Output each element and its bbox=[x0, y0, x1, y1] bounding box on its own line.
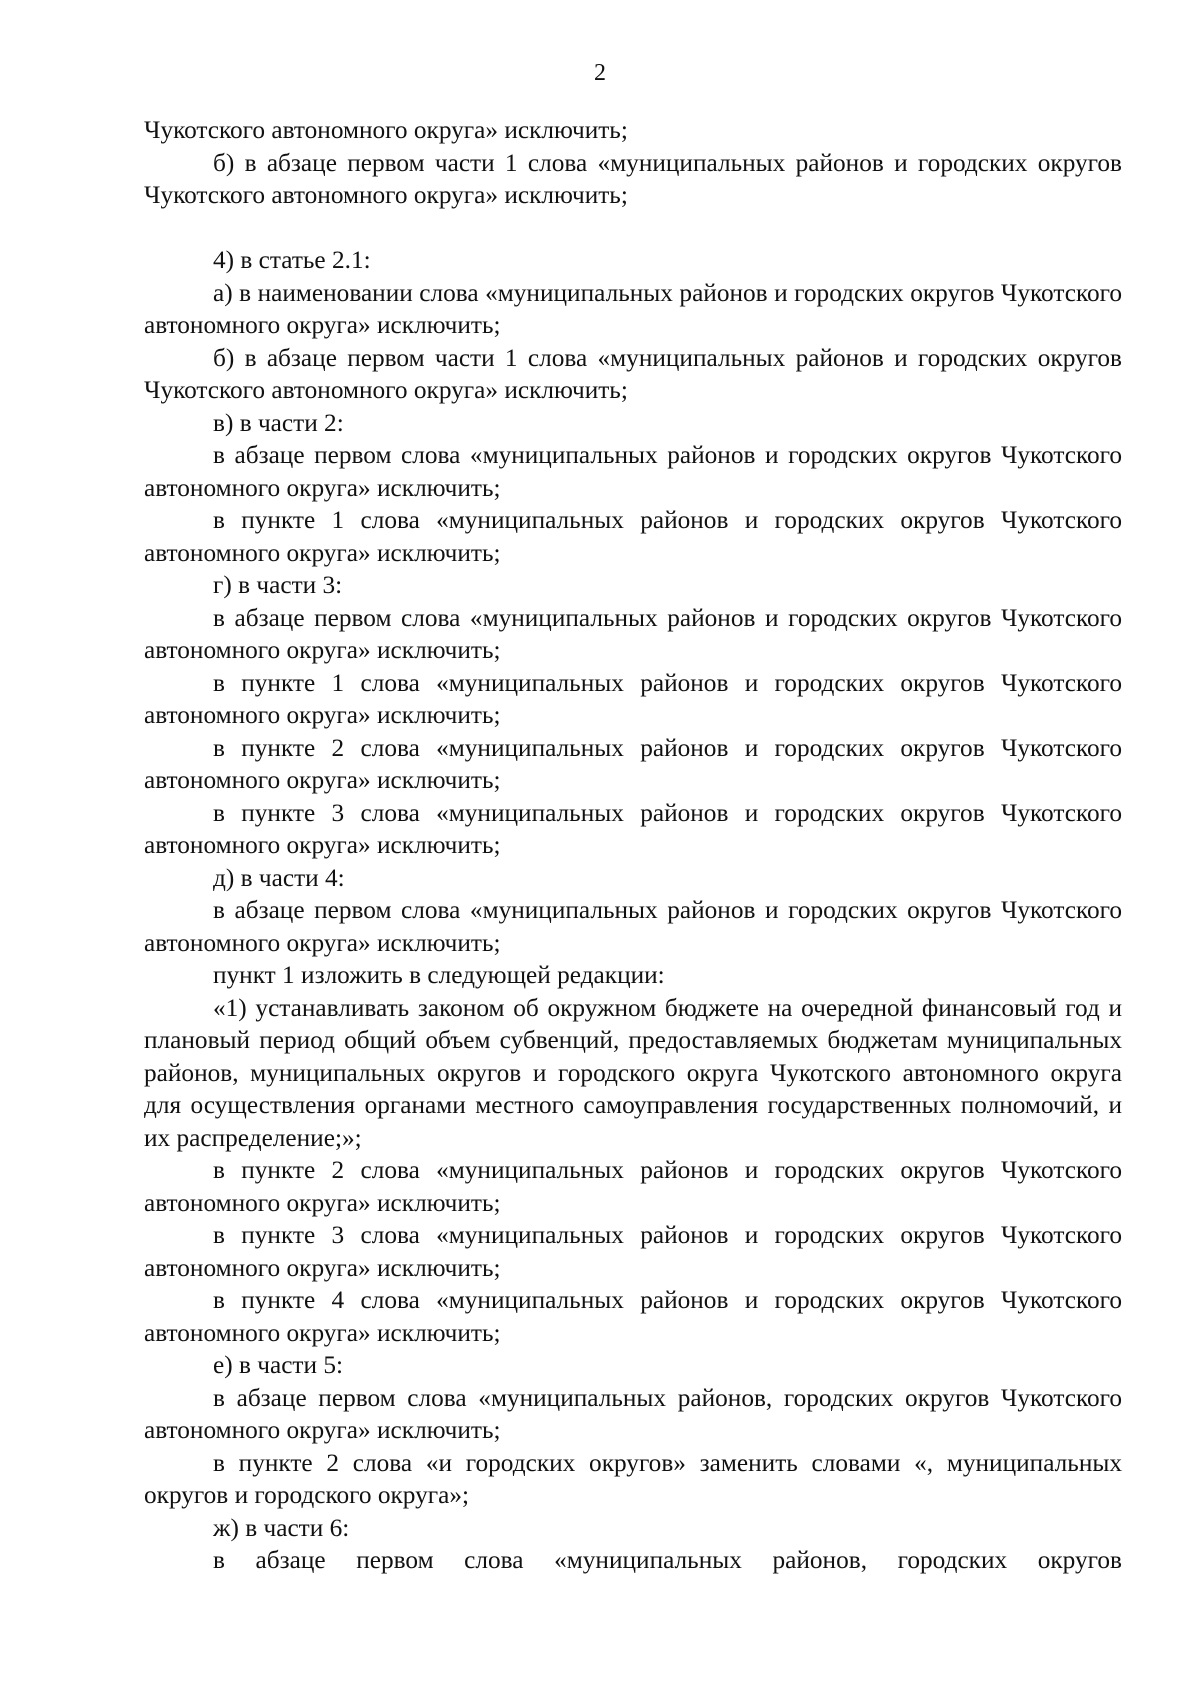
paragraph: д) в части 4: bbox=[213, 863, 345, 892]
paragraph: в пункте 2 слова «муниципальных районов и городских округов Чукотского автономного округа» исключить; bbox=[144, 733, 1122, 794]
paragraph: пункт 1 изложить в следующей редакции: bbox=[213, 961, 665, 989]
paragraph: в пункте 3 слова «муниципальных районов и городских округов Чукотского автономного округа» исключить; bbox=[144, 1221, 1122, 1282]
paragraph: 4) в статье 2.1: bbox=[213, 246, 371, 274]
paragraph: в пункте 3 слова «муниципальных районов и городских округов Чукотского автономного округа» исключить; bbox=[144, 798, 1122, 859]
document-body bbox=[144, 114, 1122, 1577]
paragraph: а) в наименовании слова «муниципальных районов и городских округов Чукотского автономного округа» исключить; bbox=[144, 278, 1122, 339]
paragraph: в) в части 2: bbox=[213, 408, 344, 437]
page-number: 2 bbox=[594, 60, 606, 86]
paragraph: б) в абзаце первом части 1 слова «муниципальных районов и городских округов Чукотского автономного округа» исключить; bbox=[144, 343, 1122, 404]
paragraph: в пункте 1 слова «муниципальных районов и городских округов Чукотского автономного округа» исключить; bbox=[144, 668, 1122, 729]
paragraph: в пункте 1 слова «муниципальных районов и городских округов Чукотского автономного округа» исключить; bbox=[144, 506, 1122, 567]
paragraph: в абзаце первом слова «муниципальных районов и городских округов Чукотского автономного округа» исключить; bbox=[144, 441, 1122, 502]
paragraph: ж) в части 6: bbox=[213, 1513, 350, 1542]
paragraph: в абзаце первом слова «муниципальных районов и городских округов Чукотского автономного округа» исключить; bbox=[144, 896, 1122, 957]
paragraph: в абзаце первом слова «муниципальных районов, городских округов bbox=[213, 1546, 1122, 1574]
paragraph: е) в части 5: bbox=[213, 1351, 344, 1379]
paragraph: г) в части 3: bbox=[213, 571, 343, 599]
paragraph: в абзаце первом слова «муниципальных районов и городских округов Чукотского автономного округа» исключить; bbox=[144, 603, 1122, 664]
paragraph: в пункте 4 слова «муниципальных районов и городских округов Чукотского автономного округа» исключить; bbox=[144, 1286, 1122, 1347]
paragraph: «1) устанавливать законом об окружном бюджете на очередной финансовый год и плановый период общий объем субвенций, предоставляемых бюджетам муниципальных районов, муниципальных округов и городского округа Чукотского автономного округа для осуществления органами местного самоуправления государственных полномочий, и их распределение;»; bbox=[144, 993, 1122, 1152]
paragraph: в пункте 2 слова «и городских округов» заменить словами «, муниципальных округов и городского округа»; bbox=[144, 1448, 1122, 1509]
paragraph: Чукотского автономного округа» исключить; bbox=[144, 116, 628, 144]
paragraph: б) в абзаце первом части 1 слова «муниципальных районов и городских округов Чукотского автономного округа» исключить; bbox=[144, 148, 1122, 209]
paragraph: в абзаце первом слова «муниципальных районов, городских округов Чукотского автономного округа» исключить; bbox=[144, 1383, 1122, 1444]
paragraph: в пункте 2 слова «муниципальных районов и городских округов Чукотского автономного округа» исключить; bbox=[144, 1156, 1122, 1217]
